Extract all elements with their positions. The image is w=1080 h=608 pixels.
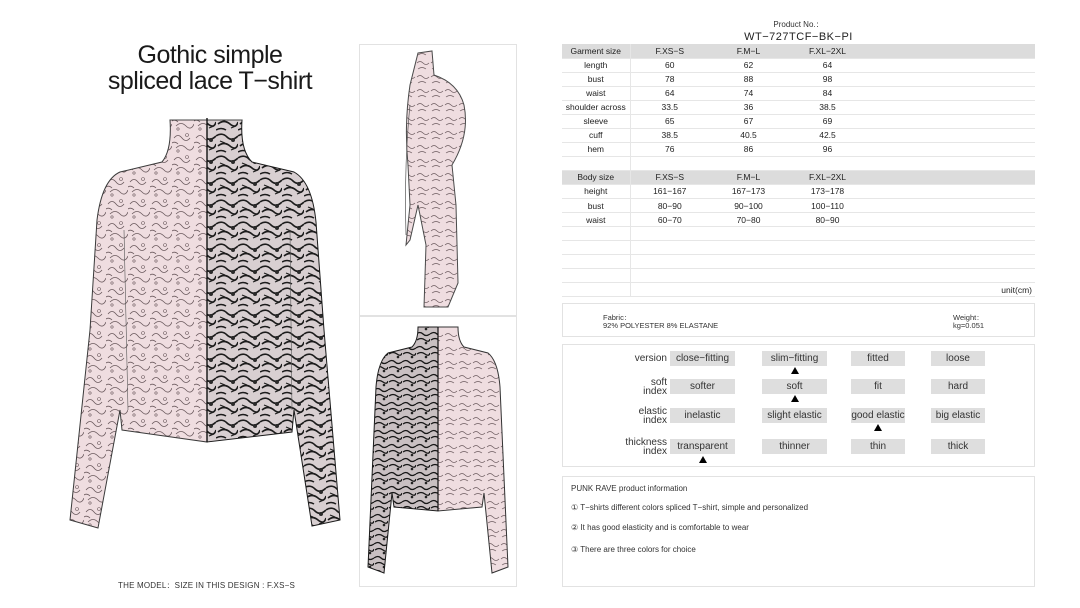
size-table [562,44,1035,297]
fabric-value: 92% POLYESTER 8% ELASTANE [603,321,719,330]
table-cell: 173−178 [788,184,867,198]
elastic-option: big elastic [931,408,985,423]
table-cell: length [562,58,630,72]
table-cell: 40.5 [709,128,788,142]
elastic-index-label-line1: elastic [638,406,667,417]
table-cell: 90−100 [709,199,788,213]
version-option: fitted [851,351,905,366]
selected-marker-icon [791,367,799,374]
table-row-unit [562,283,1035,297]
table-cell: 67 [709,114,788,128]
table-cell: bust [562,72,630,86]
table-cell: 38.5 [630,128,709,142]
table-cell [867,72,1035,86]
weight-value: kg=0.051 [953,321,985,330]
table-header-cell: F.XL−2XL [788,44,867,58]
weight-label: Weight： [953,313,984,322]
table-cell: cuff [562,128,630,142]
table-header-cell: F.XS−S [630,170,709,184]
elastic-index-label-line2: index [643,415,667,426]
fabric-panel [562,303,1035,337]
table-cell: waist [562,86,630,100]
version-label: version [634,353,667,364]
table-header-cell: Body size [562,170,630,184]
thickness-option: transparent [670,439,735,454]
back-view-photo [360,317,516,586]
table-row [562,199,1035,213]
table-cell [867,58,1035,72]
table-cell: 167−173 [709,184,788,198]
table-cell: waist [562,213,630,227]
table-row [562,58,1035,72]
selected-marker-icon [699,456,707,463]
thickness-option: thin [851,439,905,454]
version-option: loose [931,351,985,366]
table-cell: 62 [709,58,788,72]
table-row [562,100,1035,114]
table-cell: 42.5 [788,128,867,142]
table-row-empty [562,156,1035,170]
table-row [562,128,1035,142]
table-cell: 96 [788,142,867,156]
elastic-option: inelastic [670,408,735,423]
table-cell: 36 [709,100,788,114]
soft-option: softer [670,379,735,394]
elastic-option: good elastic [851,410,905,421]
table-cell: 69 [788,114,867,128]
table-cell: 64 [788,58,867,72]
table-row [562,213,1035,227]
table-row-empty [562,227,1035,241]
table-header-cell: F.M−L [709,170,788,184]
table-cell: 70−80 [709,213,788,227]
thickness-option: thinner [762,439,827,454]
product-number-value: WT−727TCF−BK−PI [744,31,853,43]
table-row [562,184,1035,198]
table-cell [867,114,1035,128]
table-cell: 86 [709,142,788,156]
product-info-item: ② It has good elasticity and is comfortable to wear [571,523,749,532]
table-header-cell [867,44,1035,58]
product-info-panel [562,476,1035,587]
table-cell: 76 [630,142,709,156]
table-cell [867,86,1035,100]
product-title-line1: Gothic simple [137,41,283,69]
table-row [562,86,1035,100]
table-header-cell: F.M−L [709,44,788,58]
thickness-index-label [587,438,667,456]
elastic-index-label [587,407,667,425]
thickness-option: thick [931,439,985,454]
table-cell: 74 [709,86,788,100]
elastic-index-row [563,405,1036,433]
feel-index-panel [562,344,1035,467]
thickness-index-label-line2: index [643,446,667,457]
soft-index-label [587,378,667,396]
table-cell [867,184,1035,198]
table-cell: shoulder across [562,100,630,114]
table-cell: 88 [709,72,788,86]
soft-index-label-line2: index [643,386,667,397]
table-cell: 64 [630,86,709,100]
table-cell: 60−70 [630,213,709,227]
version-option: slim−fitting [762,351,827,366]
table-row-empty [562,269,1035,283]
table-header-cell: F.XL−2XL [788,170,867,184]
product-info-title: PUNK RAVE product information [571,484,688,493]
garment-size-header-row [562,44,1035,58]
table-cell: 80−90 [630,199,709,213]
unit-label: unit(cm) [867,283,1035,297]
version-row [563,351,1036,379]
elastic-option: slight elastic [762,408,827,423]
body-size-header-row [562,170,1035,184]
table-row [562,114,1035,128]
table-cell: hem [562,142,630,156]
table-cell: bust [562,199,630,213]
soft-option: soft [762,379,827,394]
front-view-photo [62,110,352,535]
selected-marker-icon [874,424,882,431]
table-cell: 65 [630,114,709,128]
soft-index-row [563,376,1036,404]
table-cell: sleeve [562,114,630,128]
table-header-cell: Garment size [562,44,630,58]
thickness-index-label-line1: thickness [625,437,667,448]
table-cell: height [562,184,630,198]
table-cell: 33.5 [630,100,709,114]
table-row [562,72,1035,86]
soft-option: hard [931,379,985,394]
table-cell: 80−90 [788,213,867,227]
table-cell: 84 [788,86,867,100]
table-cell: 100−110 [788,199,867,213]
product-title-line2: spliced lace T−shirt [107,67,313,95]
table-cell: 98 [788,72,867,86]
product-title [60,42,360,94]
version-option: close−fitting [670,351,735,366]
fabric-label: Fabric： [603,313,632,322]
table-cell: 38.5 [788,100,867,114]
product-number-block [562,19,1035,43]
table-cell: 161−167 [630,184,709,198]
model-size-note: THE MODEL：SIZE IN THIS DESIGN : F.XS−S [118,581,296,590]
product-number-label: Product No.： [773,20,824,29]
table-header-cell: F.XS−S [630,44,709,58]
table-cell [867,213,1035,227]
thickness-index-row [563,436,1036,464]
side-view-photo [360,45,516,315]
soft-index-label-line1: soft [650,377,667,388]
table-cell: 78 [630,72,709,86]
soft-option: fit [851,379,905,394]
table-cell [867,128,1035,142]
table-cell [867,100,1035,114]
table-header-cell [867,170,1035,184]
table-cell [867,199,1035,213]
back-view-panel [359,316,517,587]
table-cell [867,142,1035,156]
selected-marker-icon [791,395,799,402]
table-row-empty [562,255,1035,269]
table-row-empty [562,241,1035,255]
table-cell: 60 [630,58,709,72]
product-info-item: ① T−shirts different colors spliced T−shirt, simple and personalized [571,503,809,512]
product-info-item: ③ There are three colors for choice [571,545,696,554]
side-view-panel [359,44,517,316]
table-row [562,142,1035,156]
